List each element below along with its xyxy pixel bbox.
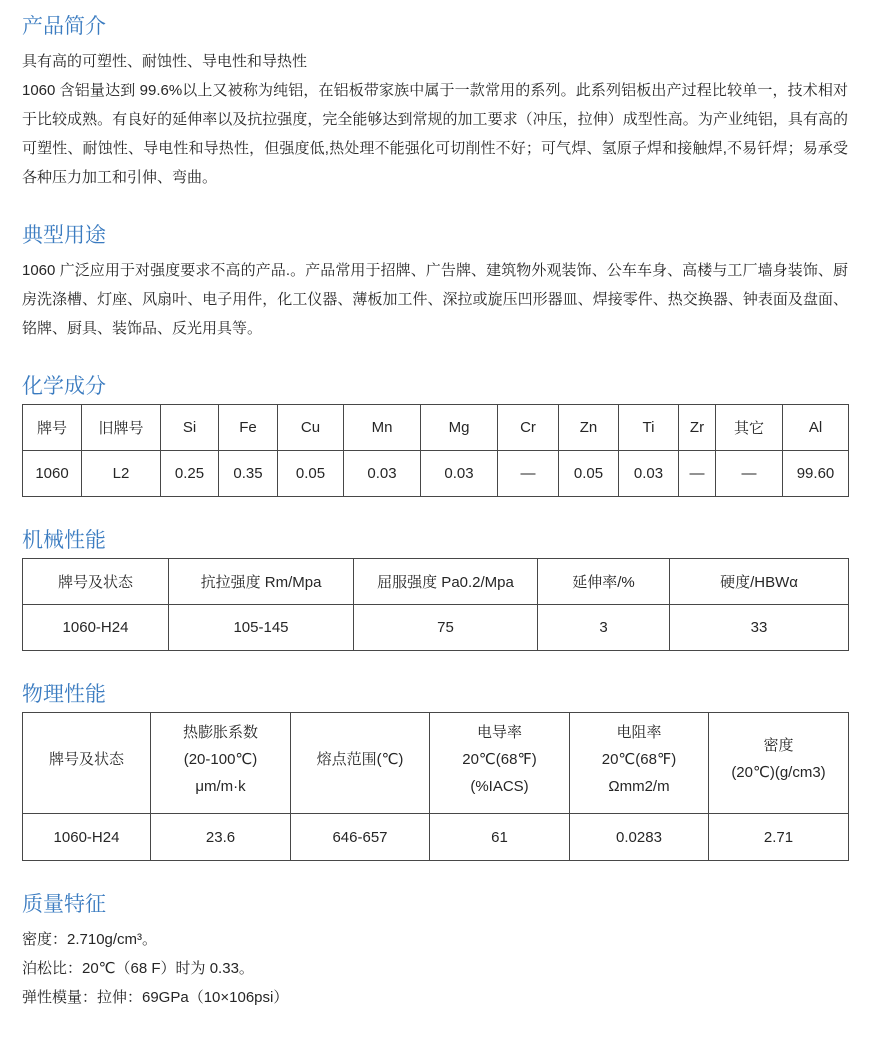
- quality-line-poisson-ratio: 泊松比：20℃（68 F）时为 0.33。: [22, 960, 254, 977]
- table-row: [23, 814, 849, 861]
- column-header-grade-temper: 牌号及状态: [23, 559, 169, 605]
- table-cell-melting-range: 646-657: [291, 814, 430, 861]
- column-header-si: Si: [161, 405, 219, 451]
- header-line: 熔点范围(℃): [316, 750, 404, 768]
- column-header-tensile-strength: 抗拉强度 Rm/Mpa: [169, 559, 354, 605]
- table-cell-mn: 0.03: [344, 451, 421, 497]
- column-header-mn: Mn: [344, 405, 421, 451]
- section-heading-typical-uses: 典型用途: [22, 223, 106, 247]
- column-header-melting-range: [291, 713, 430, 814]
- table-cell-tensile-strength: 105-145: [169, 605, 354, 651]
- header-line: μm/m·k: [195, 777, 246, 795]
- chemical-composition-table: [22, 404, 849, 497]
- quality-section: [22, 892, 848, 1012]
- column-header-fe: Fe: [219, 405, 278, 451]
- typical-uses-paragraph: 1060 广泛应用于对强度要求不高的产品.。产品常用于招牌、广告牌、建筑物外观装饰、公车车身、高楼与工厂墙身装饰、厨房洗涤槽、灯座、风扇叶、电子用件，化工仪器、薄板加工件、深拉或旋压凹形器皿、焊接零件、热交换器、钟表面及盘面、铭牌、厨具、装饰品、反光用具等。: [22, 262, 848, 337]
- header-line: 电导率: [476, 723, 522, 741]
- table-cell-grade-temper: 1060-H24: [23, 605, 169, 651]
- table-cell-al: 99.60: [783, 451, 849, 497]
- table-row: [23, 451, 849, 497]
- header-line: 热膨胀系数: [182, 723, 258, 741]
- quality-line-elastic-modulus: 弹性模量：拉伸：69GPa（10×106psi）: [22, 989, 289, 1006]
- table-row: [23, 605, 849, 651]
- column-header-thermal-expansion: [151, 713, 291, 814]
- table-cell-hardness: 33: [670, 605, 849, 651]
- table-cell-electrical-conductivity: 61: [430, 814, 570, 861]
- header-line: (20℃)(g/cm3): [731, 764, 826, 781]
- table-cell-cr: —: [498, 451, 559, 497]
- table-cell-thermal-expansion: 23.6: [151, 814, 291, 861]
- table-cell-zn: 0.05: [559, 451, 619, 497]
- table-cell-elongation: 3: [538, 605, 670, 651]
- header-line: 20℃(68℉): [601, 750, 677, 768]
- header-line: (20-100℃): [183, 750, 258, 768]
- physical-properties-table: [22, 712, 849, 861]
- column-header-al: Al: [783, 405, 849, 451]
- quality-line-density: 密度：2.710g/cm³。: [22, 931, 158, 948]
- column-header-resistivity: [570, 713, 709, 814]
- column-header-cr: Cr: [498, 405, 559, 451]
- column-header-electrical-conductivity: [430, 713, 570, 814]
- section-heading-product-intro: 产品简介: [22, 14, 106, 38]
- table-cell-ti: 0.03: [619, 451, 679, 497]
- section-heading-quality-characteristics: 质量特征: [22, 892, 106, 916]
- header-line: 电阻率: [616, 723, 662, 741]
- column-header-cu: Cu: [278, 405, 344, 451]
- product-intro-summary: 具有高的可塑性、耐蚀性、导电性和导热性: [22, 53, 308, 70]
- mechanical-properties-table: [22, 558, 849, 651]
- table-cell-old-grade: L2: [82, 451, 161, 497]
- table-header-row: [23, 713, 849, 814]
- column-header-grade-temper: [23, 713, 151, 814]
- header-line: (%IACS): [470, 777, 529, 795]
- section-heading-chemical-composition: 化学成分: [22, 374, 106, 398]
- column-header-zn: Zn: [559, 405, 619, 451]
- table-cell-density: 2.71: [709, 814, 849, 861]
- table-cell-cu: 0.05: [278, 451, 344, 497]
- table-header-row: [23, 559, 849, 605]
- header-line: 密度: [763, 737, 794, 754]
- section-heading-mechanical-properties: 机械性能: [22, 528, 106, 552]
- section-heading-physical-properties: 物理性能: [22, 682, 106, 706]
- table-cell-yield-strength: 75: [354, 605, 538, 651]
- table-cell-si: 0.25: [161, 451, 219, 497]
- column-header-zr: Zr: [679, 405, 716, 451]
- table-cell-other: —: [716, 451, 783, 497]
- column-header-ti: Ti: [619, 405, 679, 451]
- column-header-hardness: 硬度/HBWα: [670, 559, 849, 605]
- column-header-mg: Mg: [421, 405, 498, 451]
- header-line: 牌号及状态: [48, 750, 124, 768]
- table-header-row: [23, 405, 849, 451]
- column-header-old-grade: 旧牌号: [82, 405, 161, 451]
- column-header-other: 其它: [716, 405, 783, 451]
- header-line: Ωmm2/m: [608, 777, 670, 795]
- column-header-density: [709, 713, 849, 814]
- table-cell-grade: 1060: [23, 451, 82, 497]
- column-header-yield-strength: 屈服强度 Pa0.2/Mpa: [354, 559, 538, 605]
- table-cell-grade-temper: 1060-H24: [23, 814, 151, 861]
- column-header-elongation: 延伸率/%: [538, 559, 670, 605]
- table-cell-resistivity: 0.0283: [570, 814, 709, 861]
- header-line: 20℃(68℉): [462, 750, 537, 768]
- table-cell-mg: 0.03: [421, 451, 498, 497]
- product-intro-paragraph: 1060 含铝量达到 99.6%以上又被称为纯铝，在铝板带家族中属于一款常用的系列。此系列铝板出产过程比较单一，技术相对于比较成熟。有良好的延伸率以及抗拉强度，完全能够达到常规的加工要求（冲压，拉伸）成型性高。为产业纯铝，具有高的可塑性、耐蚀性、导电性和导热性，但强度低,热处理不能强化可切削性不好；可气焊、氢原子焊和接触焊,不易钎焊；易承受各种压力加工和引伸、弯曲。: [22, 82, 848, 186]
- table-cell-zr: —: [679, 451, 716, 497]
- table-cell-fe: 0.35: [219, 451, 278, 497]
- column-header-grade: 牌号: [23, 405, 82, 451]
